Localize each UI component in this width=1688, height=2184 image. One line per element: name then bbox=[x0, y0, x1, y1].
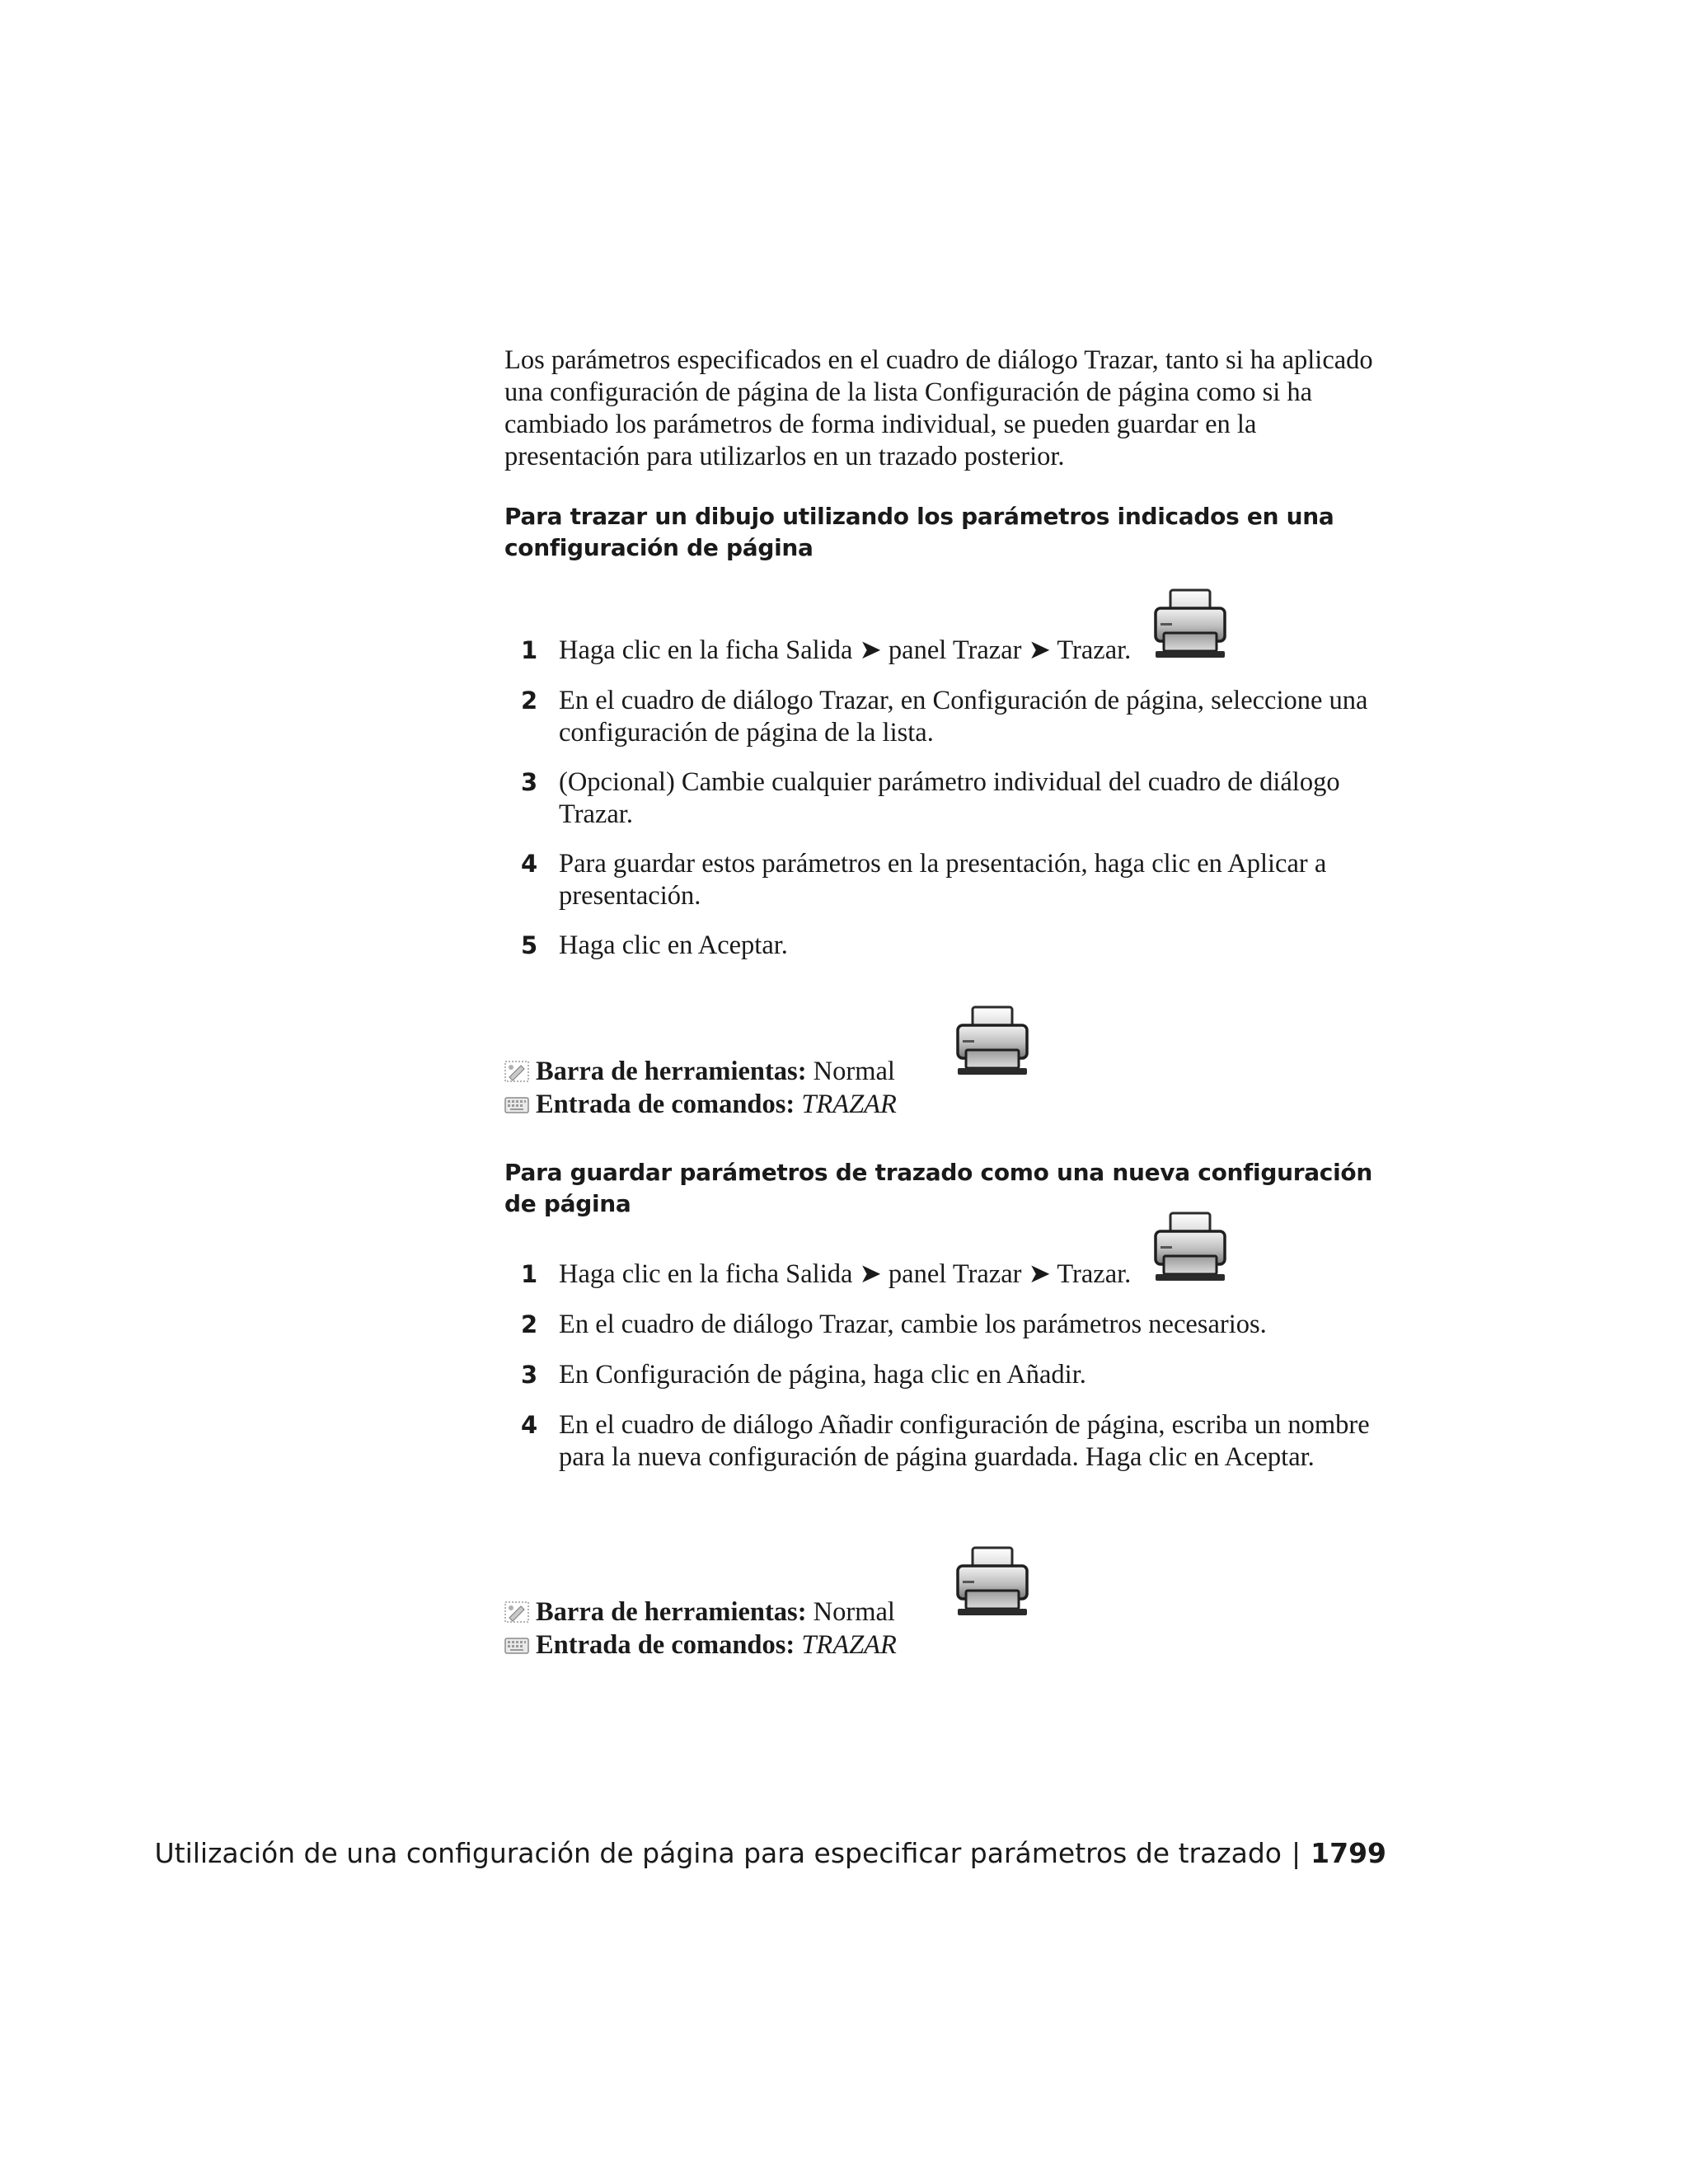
toolbar-label: Barra de herramientas: bbox=[536, 1597, 807, 1627]
command-value: TRAZAR bbox=[801, 1630, 897, 1660]
printer-icon bbox=[1152, 1210, 1228, 1286]
procedure-heading-plot-with-page-setup: Para trazar un dibujo utilizando los parámetros indicados en una configuración de página bbox=[504, 503, 1334, 561]
step-number: 5 bbox=[521, 931, 538, 959]
toolbar-value: Normal bbox=[813, 1057, 895, 1086]
step-text: En el cuadro de diálogo Trazar, en Configuración de página, seleccione una configuración de página de la lista. bbox=[559, 686, 1368, 748]
step-number: 4 bbox=[521, 850, 538, 878]
command-reference bbox=[504, 1629, 897, 1661]
toolbar-icon bbox=[504, 1601, 529, 1623]
step-text: Para guardar estos parámetros en la presentación, haga clic en Aplicar a presentación. bbox=[559, 849, 1327, 911]
step-text: Haga clic en Aceptar. bbox=[559, 930, 788, 960]
toolbar-reference bbox=[504, 1596, 895, 1629]
step-number: 1 bbox=[521, 636, 538, 664]
procedure-heading-save-page-setup: Para guardar parámetros de trazado como una nueva configuración de página bbox=[504, 1159, 1372, 1217]
step-text: Haga clic en la ficha Salida ➤ panel Trazar ➤ Trazar. bbox=[559, 635, 1132, 665]
step-text: (Opcional) Cambie cualquier parámetro individual del cuadro de diálogo Trazar. bbox=[559, 767, 1340, 829]
footer-separator: | bbox=[1292, 1837, 1301, 1869]
page-number: 1799 bbox=[1311, 1837, 1386, 1869]
footer-section-title: Utilización de una configuración de página para especificar parámetros de trazado bbox=[154, 1837, 1282, 1869]
step-number: 2 bbox=[521, 1310, 538, 1338]
step-text: Haga clic en la ficha Salida ➤ panel Trazar ➤ Trazar. bbox=[559, 1259, 1132, 1289]
printer-icon bbox=[954, 1004, 1030, 1080]
command-label: Entrada de comandos: bbox=[536, 1090, 795, 1119]
step-number: 1 bbox=[521, 1260, 538, 1288]
step-text: En Configuración de página, haga clic en Añadir. bbox=[559, 1360, 1086, 1390]
step-text: En el cuadro de diálogo Trazar, cambie los parámetros necesarios. bbox=[559, 1310, 1267, 1339]
toolbar-label: Barra de herramientas: bbox=[536, 1057, 807, 1086]
toolbar-reference bbox=[504, 1055, 895, 1088]
command-reference bbox=[504, 1088, 897, 1121]
toolbar-icon bbox=[504, 1061, 529, 1082]
step-text: En el cuadro de diálogo Añadir configuración de página, escriba un nombre para la nueva configuración de página guardada. Haga clic en Aceptar. bbox=[559, 1410, 1370, 1472]
keyboard-icon bbox=[504, 1634, 529, 1656]
intro-paragraph: Los parámetros especificados en el cuadro de diálogo Trazar, tanto si ha aplicado una configuración de página de la lista Configuración de página como si ha cambiado los parámetros de forma individual, se pueden guardar en la presentación para utilizarlos en un trazado posterior. bbox=[504, 345, 1373, 471]
printer-icon bbox=[954, 1544, 1030, 1620]
step-number: 3 bbox=[521, 1361, 538, 1389]
page-footer bbox=[155, 1835, 1387, 1872]
command-value: TRAZAR bbox=[801, 1090, 897, 1119]
keyboard-icon bbox=[504, 1094, 529, 1115]
step-number: 3 bbox=[521, 768, 538, 796]
command-label: Entrada de comandos: bbox=[536, 1630, 795, 1660]
toolbar-value: Normal bbox=[813, 1597, 895, 1627]
printer-icon bbox=[1152, 587, 1228, 663]
step-number: 4 bbox=[521, 1411, 538, 1439]
step-number: 2 bbox=[521, 687, 538, 715]
